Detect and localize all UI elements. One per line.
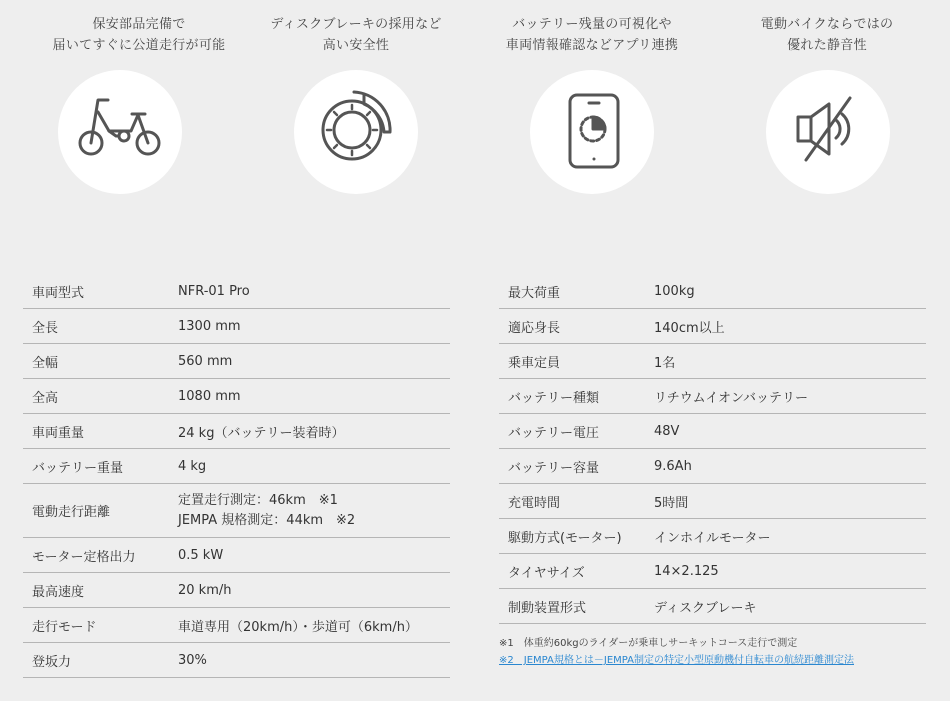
spec-table-right	[499, 274, 926, 624]
table-row	[499, 414, 926, 449]
table-row	[499, 449, 926, 484]
spec-label: バッテリー容量	[499, 449, 645, 484]
footnote-2-link[interactable]: ※2 JEMPA規格とは－JEMPA制定の特定小型原動機付自転車の航続距離測定法	[499, 655, 854, 666]
table-row	[23, 309, 450, 344]
spec-value: ディスクブレーキ	[645, 589, 926, 624]
spec-value: 30%	[169, 643, 450, 678]
spec-label: タイヤサイズ	[499, 554, 645, 589]
feature-1-text: 保安部品完備で 届いてすぐに公道走行が可能	[52, 17, 226, 53]
spec-value: リチウムイオンバッテリー	[645, 379, 926, 414]
table-row	[23, 608, 450, 643]
table-row	[23, 484, 450, 538]
spec-value: 24 kg（バッテリー装着時）	[169, 414, 450, 449]
spec-label: モーター定格出力	[23, 538, 169, 573]
spec-label: 駆動方式(モーター)	[499, 519, 645, 554]
table-row	[499, 519, 926, 554]
spec-label: 登坂力	[23, 643, 169, 678]
footnotes	[499, 635, 854, 669]
smartphone-app-icon	[530, 70, 654, 194]
spec-label: 全長	[23, 309, 169, 344]
feature-2-text: ディスクブレーキの採用など 高い安全性	[270, 17, 442, 53]
spec-label: 車両重量	[23, 414, 169, 449]
spec-value: 9.6Ah	[645, 449, 926, 484]
spec-label: 車両型式	[23, 274, 169, 309]
table-row	[499, 309, 926, 344]
spec-label: バッテリー種類	[499, 379, 645, 414]
table-row	[23, 449, 450, 484]
features-section	[0, 0, 950, 200]
table-row	[23, 414, 450, 449]
footnote-1: ※1 体重約60kgのライダーが乗車しサーキットコース走行で測定	[499, 638, 798, 649]
spec-value: 4 kg	[169, 449, 450, 484]
speaker-mute-icon	[766, 70, 890, 194]
table-row	[23, 573, 450, 608]
spec-value: 1名	[645, 344, 926, 379]
bicycle-icon	[58, 70, 182, 194]
table-row	[23, 274, 450, 309]
spec-label: 最大荷重	[499, 274, 645, 309]
spec-label: 乗車定員	[499, 344, 645, 379]
spec-label: バッテリー重量	[23, 449, 169, 484]
table-row	[499, 344, 926, 379]
table-row	[499, 379, 926, 414]
table-row	[23, 538, 450, 573]
spec-value: 140cm以上	[645, 309, 926, 344]
spec-table-left	[23, 274, 450, 678]
table-row	[23, 643, 450, 678]
spec-label: 電動走行距離	[23, 484, 169, 538]
spec-label: 全高	[23, 379, 169, 414]
table-row	[499, 484, 926, 519]
spec-label: 走行モード	[23, 608, 169, 643]
spec-value: 1300 mm	[169, 309, 450, 344]
table-row	[499, 589, 926, 624]
spec-label: 制動装置形式	[499, 589, 645, 624]
spec-value: 20 km/h	[169, 573, 450, 608]
spec-value: NFR-01 Pro	[169, 274, 450, 309]
feature-2	[238, 14, 474, 56]
feature-3	[474, 14, 710, 56]
spec-value: 0.5 kW	[169, 538, 450, 573]
spec-value: 560 mm	[169, 344, 450, 379]
spec-label: 全幅	[23, 344, 169, 379]
spec-value: 定置走行測定：46km ※1 JEMPA 規格測定：44km ※2	[169, 484, 450, 538]
spec-value: 14×2.125	[645, 554, 926, 589]
spec-label: 充電時間	[499, 484, 645, 519]
spec-value: 48V	[645, 414, 926, 449]
spec-value: 車道専用（20km/h）・歩道可（6km/h）	[169, 608, 450, 643]
spec-value: 100kg	[645, 274, 926, 309]
table-row	[23, 344, 450, 379]
spec-label: 適応身長	[499, 309, 645, 344]
table-row	[499, 554, 926, 589]
spec-value: 5時間	[645, 484, 926, 519]
spec-label: バッテリー電圧	[499, 414, 645, 449]
feature-3-text: バッテリー残量の可視化や 車両情報確認などアプリ連携	[505, 17, 679, 53]
feature-4	[709, 14, 945, 56]
spec-value: 1080 mm	[169, 379, 450, 414]
table-row	[23, 379, 450, 414]
feature-1	[21, 14, 257, 56]
table-row	[499, 274, 926, 309]
disc-brake-icon	[294, 70, 418, 194]
spec-value: インホイルモーター	[645, 519, 926, 554]
feature-4-text: 電動バイクならではの 優れた静音性	[760, 17, 894, 53]
spec-label: 最高速度	[23, 573, 169, 608]
